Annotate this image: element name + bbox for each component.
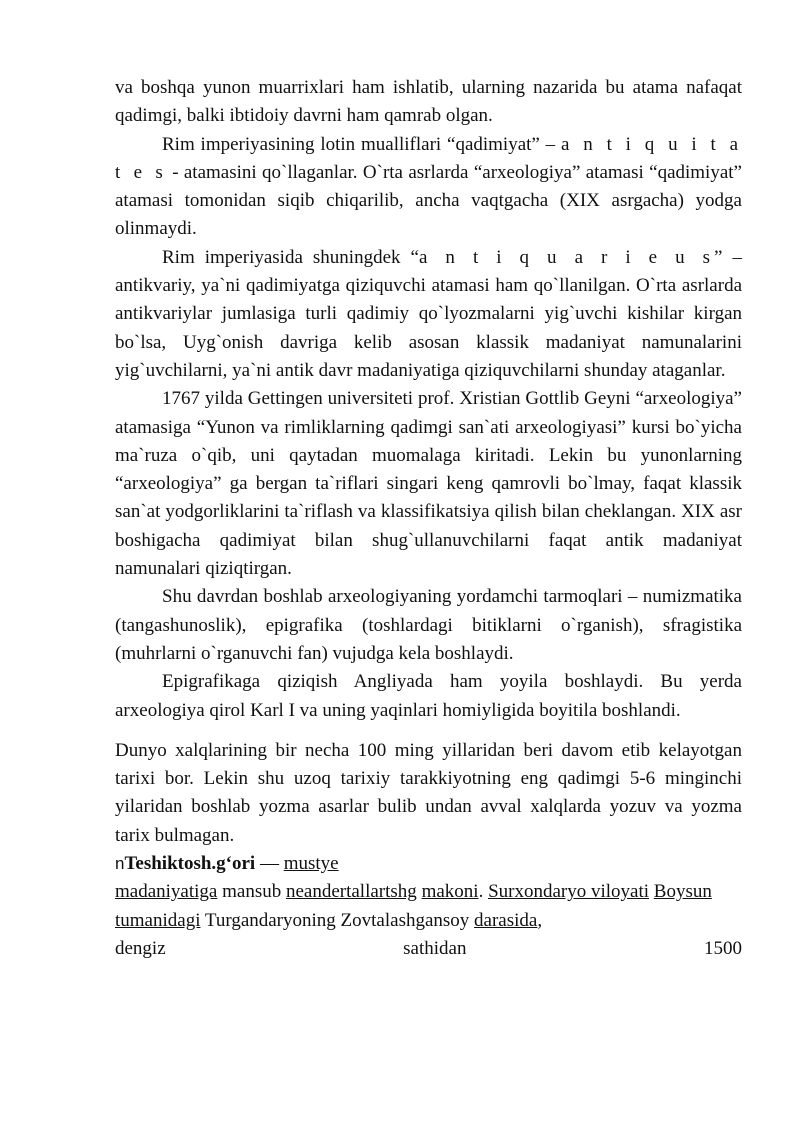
- paragraph-6: Epigrafikaga qiziqish Angliyada ham yoyila boshlaydi. Bu yerda arxeologiya qirol Karl I va uning yaqinlari homiyligida boyitila boshlandi.: [115, 671, 742, 721]
- teshiktosh-title: Teshiktosh.g‘ori: [124, 853, 256, 875]
- link-mustye[interactable]: mustye: [283, 853, 339, 875]
- link-surxondaryo-viloyati[interactable]: Surxondaryo viloyati: [488, 881, 650, 903]
- paragraph-3-text-b: ” – antikvariy, ya`ni qadimiyatga qiziquvchi atamasi ham qo`llanilgan. O`rta asrlarda antikvariylar jumlasiga turli qadimiy qo`lyozmalarni yig`uvchi kishilar kirgan bo`lsa, Uyg`onish davriga kelib asosan klassik madaniyat namunalarini yig`uvchilarni, ya`ni antik davr madaniyatiga qiziquvchilarni shunday ataganlar.: [115, 246, 742, 381]
- link-makoni[interactable]: makoni: [421, 881, 479, 903]
- paragraph-7: Dunyo xalqlarining bir necha 100 ming yillaridan beri davom etib kelayotgan tarixi bor. Lekin shu uzoq tarixiy tarakkiyotning eng qadimgi 5-6 minginchi yilaridan boshlab yozma asarlar bulib undan avval xalqlarda yozuv va yozma tarix bulmagan.: [115, 739, 742, 846]
- document-page: [115, 74, 742, 963]
- text-mansub: mansub: [217, 881, 286, 903]
- paragraph-1: va boshqa yunon muarrixlari ham ishlatib, ularning nazarida bu atama nafaqat qadimgi, balki ibtidoiy davrni ham qamrab olgan.: [115, 77, 742, 127]
- stray-n-char: n: [115, 854, 125, 874]
- paragraph-3: [115, 244, 742, 385]
- word-1500: 1500: [703, 937, 742, 959]
- link-neandertallar[interactable]: neandertallartshg: [285, 881, 417, 903]
- paragraph-4: 1767 yilda Gettingen universiteti prof. Xristian Gottlib Geyni “arxeologiya” atamasiga “Yunon va rimliklarning qadimgi san`ati arxeologiyasi” kursi bo`yicha ma`ruza o`qib, uni qaytadan muomalaga kiritadi. Lekin bu yunonlarning “arxeologiya” ga bergan ta`riflari singari keng qamrovli bo`lmay, faqat klassik san`at yodgorliklarini ta`riflash va klassifikatsiya qilish bilan cheklangan. XIX asr boshigacha qadimiyat bilan shug`ullanuvchilarni faqat antik madaniyat namunalari qiziqtirgan.: [115, 388, 742, 580]
- word-sathidan: sathidan: [403, 937, 467, 959]
- text-turgandaryo: Turgandaryoning Zovtalashgansoy: [200, 909, 475, 931]
- term-antiquarieus: a n t i q u a r i e u s: [418, 246, 715, 268]
- word-dengiz: dengiz: [115, 937, 166, 959]
- link-madaniyatiga[interactable]: madaniyatiga: [115, 881, 218, 903]
- paragraph-2: [115, 131, 742, 244]
- term-antiquitates: a n t i q u i t a t e s: [115, 133, 743, 183]
- comma: ,: [537, 909, 543, 931]
- link-darasida[interactable]: darasida: [474, 909, 538, 931]
- paragraph-2-text-b: - atamasini qo`llaganlar. O`rta asrlarda “arxeologiya” atamasi “qadimiyat” atamasi tomonidan siqib chiqarilib, ancha vaqtgacha (XIX asrgacha) yodga olinmaydi.: [115, 161, 742, 240]
- link-boysun-tumanidagi[interactable]: Boysun tumanidagi: [115, 881, 712, 931]
- paragraph-8-teshiktosh: [115, 850, 742, 935]
- em-dash: —: [255, 853, 284, 875]
- last-line: [115, 935, 742, 963]
- paragraph-5: Shu davrdan boshlab arxeologiyaning yordamchi tarmoqlari – numizmatika (tangashunoslik), epigrafika (toshlardagi bitiklarni o`rganish), sfragistika (muhrlarni o`rganuvchi fan) vujudga kela boshlaydi.: [115, 586, 742, 664]
- paragraph-2-text-a: Rim imperiyasining lotin mualliflari “qadimiyat” –: [162, 133, 561, 155]
- period: .: [478, 881, 489, 903]
- paragraph-3-text-a: Rim imperiyasida shuningdek “: [162, 246, 419, 268]
